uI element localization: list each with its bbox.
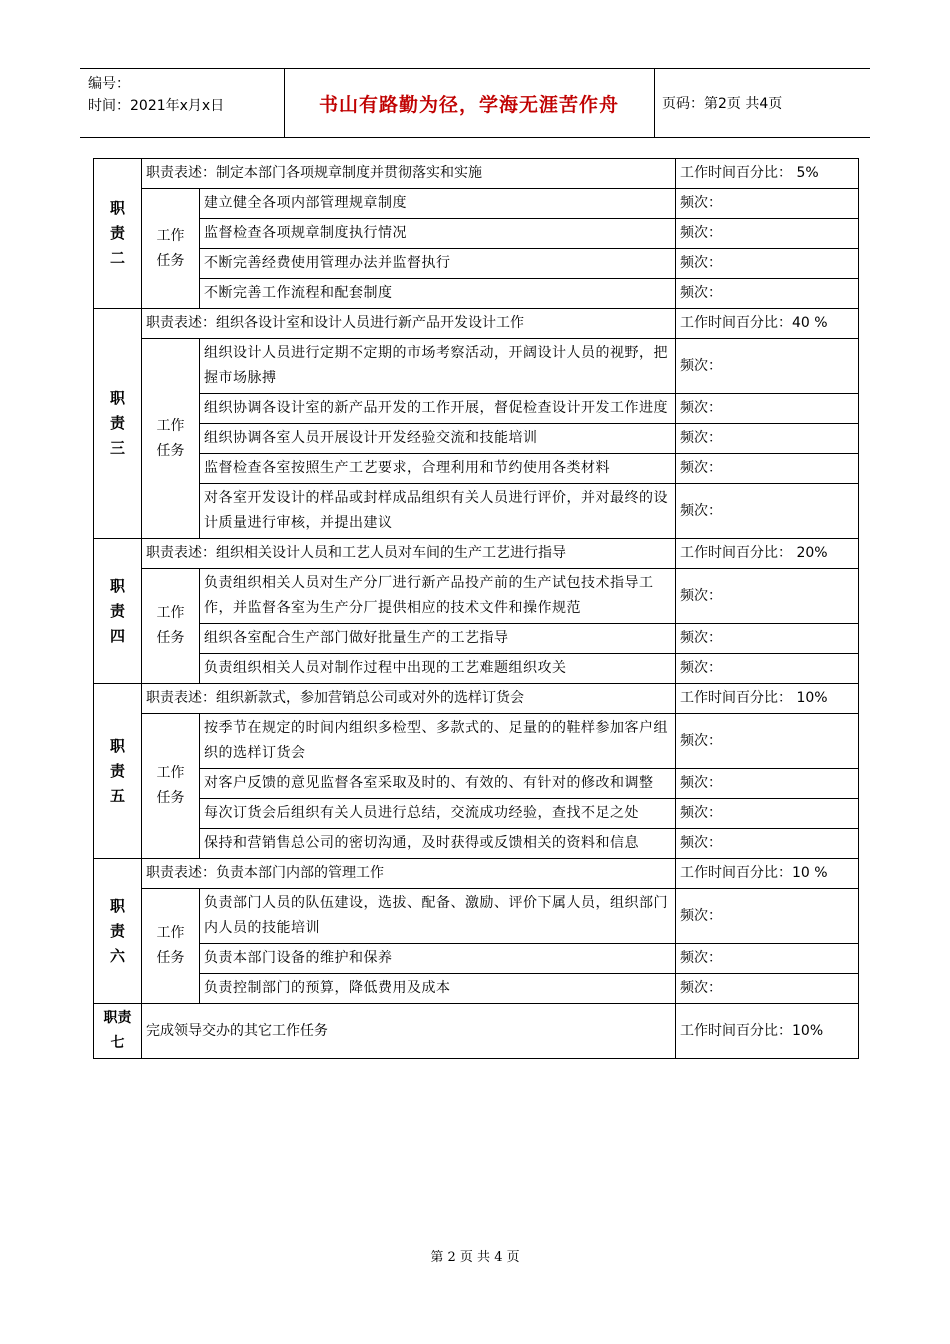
duty-time-percent: 工作时间百分比： 10% [676, 684, 859, 714]
duty-description: 职责表述：制定本部门各项规章制度并贯彻落实和实施 [142, 159, 676, 189]
task-text: 负责本部门设备的维护和保养 [200, 944, 676, 974]
task-text: 监督检查各项规章制度执行情况 [200, 219, 676, 249]
task-row [94, 279, 859, 309]
task-frequency: 频次： [676, 424, 859, 454]
task-text: 对各室开发设计的样品或封样成品组织有关人员进行评价，并对最终的设计质量进行审核，并提出建议 [200, 484, 676, 539]
task-text: 负责组织相关人员对制作过程中出现的工艺难题组织攻关 [200, 654, 676, 684]
task-label-text: 工作任务 [156, 227, 185, 269]
task-frequency: 频次： [676, 454, 859, 484]
task-text: 负责组织相关人员对生产分厂进行新产品投产前的生产试包技术指导工作，并监督各室为生产分厂提供相应的技术文件和操作规范 [200, 569, 676, 624]
task-frequency: 频次： [676, 189, 859, 219]
task-frequency: 频次： [676, 624, 859, 654]
duty-role-label: 职责四 [109, 576, 125, 645]
page-footer: 第 2 页 共 4 页 [430, 1250, 520, 1265]
task-frequency: 频次： [676, 394, 859, 424]
task-row [94, 829, 859, 859]
duty-role-label: 职责二 [109, 199, 125, 267]
duty-description: 职责表述：组织相关设计人员和工艺人员对车间的生产工艺进行指导 [142, 539, 676, 569]
task-label [142, 889, 200, 1004]
task-frequency: 频次： [676, 889, 859, 944]
duty-desc-row [94, 309, 859, 339]
header-motto: 书山有路勤为径，学海无涯苦作舟 [318, 93, 619, 116]
header-meta [88, 73, 224, 117]
duty-role [94, 539, 142, 684]
duty-description: 职责表述：负责本部门内部的管理工作 [142, 859, 676, 889]
task-text: 对客户反馈的意见监督各室采取及时的、有效的、有针对的修改和调整 [200, 769, 676, 799]
task-row [94, 799, 859, 829]
task-row [94, 974, 859, 1004]
task-text: 不断完善工作流程和配套制度 [200, 279, 676, 309]
task-frequency: 频次： [676, 219, 859, 249]
number-label: 编号： [88, 76, 130, 92]
task-label-text: 工作任务 [156, 925, 185, 966]
duty-desc-row [94, 539, 859, 569]
task-row [94, 394, 859, 424]
task-text: 负责控制部门的预算，降低费用及成本 [200, 974, 676, 1004]
task-row [94, 424, 859, 454]
duty-role [94, 159, 142, 309]
header-divider [654, 69, 655, 137]
task-label [142, 339, 200, 539]
task-frequency: 频次： [676, 654, 859, 684]
task-label-text: 工作任务 [156, 765, 185, 806]
task-row [94, 339, 859, 394]
duty-role [94, 309, 142, 539]
task-text: 监督检查各室按照生产工艺要求，合理利用和节约使用各类材料 [200, 454, 676, 484]
task-row [94, 889, 859, 944]
duty-time-percent: 工作时间百分比： 5% [676, 159, 859, 189]
task-row [94, 624, 859, 654]
task-frequency: 频次： [676, 339, 859, 394]
task-text: 不断完善经费使用管理办法并监督执行 [200, 249, 676, 279]
duty-description: 完成领导交办的其它工作任务 [142, 1004, 676, 1059]
task-text: 建立健全各项内部管理规章制度 [200, 189, 676, 219]
duty-role [94, 859, 142, 1004]
task-row [94, 944, 859, 974]
task-frequency: 频次： [676, 769, 859, 799]
duty-role-label: 职责三 [109, 389, 125, 457]
duty-time-percent: 工作时间百分比：10 % [676, 859, 859, 889]
task-text: 每次订货会后组织有关人员进行总结，交流成功经验，查找不足之处 [200, 799, 676, 829]
duty-time-percent: 工作时间百分比： 20% [676, 539, 859, 569]
duty-role-label: 职责五 [109, 736, 125, 805]
duty-seven-row [94, 1004, 859, 1059]
duty-time-percent: 工作时间百分比：10% [676, 1004, 859, 1059]
duty-desc-row [94, 859, 859, 889]
task-frequency: 频次： [676, 484, 859, 539]
task-label-text: 工作任务 [156, 605, 185, 646]
task-text: 组织协调各设计室的新产品开发的工作开展，督促检查设计开发工作进度 [200, 394, 676, 424]
duty-description: 职责表述：组织新款式，参加营销总公司或对外的选样订货会 [142, 684, 676, 714]
task-row [94, 219, 859, 249]
task-frequency: 频次： [676, 799, 859, 829]
duty-desc-row [94, 684, 859, 714]
duty-desc-row [94, 159, 859, 189]
task-frequency: 频次： [676, 829, 859, 859]
task-row [94, 249, 859, 279]
duty-description: 职责表述：组织各设计室和设计人员进行新产品开发设计工作 [142, 309, 676, 339]
task-frequency: 频次： [676, 714, 859, 769]
duty-role: 职责七 [94, 1004, 142, 1059]
date-label: 时间：2021年x月x日 [88, 98, 225, 114]
task-frequency: 频次： [676, 279, 859, 309]
task-row [94, 714, 859, 769]
duty-table [93, 158, 859, 1059]
task-frequency: 频次： [676, 249, 859, 279]
task-text: 保持和营销售总公司的密切沟通，及时获得或反馈相关的资料和信息 [200, 829, 676, 859]
task-label [142, 189, 200, 309]
task-text: 组织设计人员进行定期不定期的市场考察活动，开阔设计人员的视野，把握市场脉搏 [200, 339, 676, 394]
task-row [94, 189, 859, 219]
task-row [94, 454, 859, 484]
task-label [142, 714, 200, 859]
task-row [94, 769, 859, 799]
task-text: 按季节在规定的时间内组织多检型、多款式的、足量的的鞋样参加客户组织的选样订货会 [200, 714, 676, 769]
task-label-text: 工作任务 [156, 417, 185, 459]
task-row [94, 569, 859, 624]
task-frequency: 频次： [676, 944, 859, 974]
task-row [94, 654, 859, 684]
task-text: 组织各室配合生产部门做好批量生产的工艺指导 [200, 624, 676, 654]
duty-role [94, 684, 142, 859]
duty-role-label: 职责六 [109, 896, 125, 965]
task-row [94, 484, 859, 539]
task-frequency: 频次： [676, 974, 859, 1004]
task-label [142, 569, 200, 684]
duty-time-percent: 工作时间百分比：40 % [676, 309, 859, 339]
task-text: 负责部门人员的队伍建设，选拔、配备、激励、评价下属人员，组织部门内人员的技能培训 [200, 889, 676, 944]
page-header [80, 68, 870, 138]
header-page-info: 页码：第2页 共4页 [662, 96, 783, 112]
task-text: 组织协调各室人员开展设计开发经验交流和技能培训 [200, 424, 676, 454]
duty-table-body [94, 159, 859, 1059]
task-frequency: 频次： [676, 569, 859, 624]
